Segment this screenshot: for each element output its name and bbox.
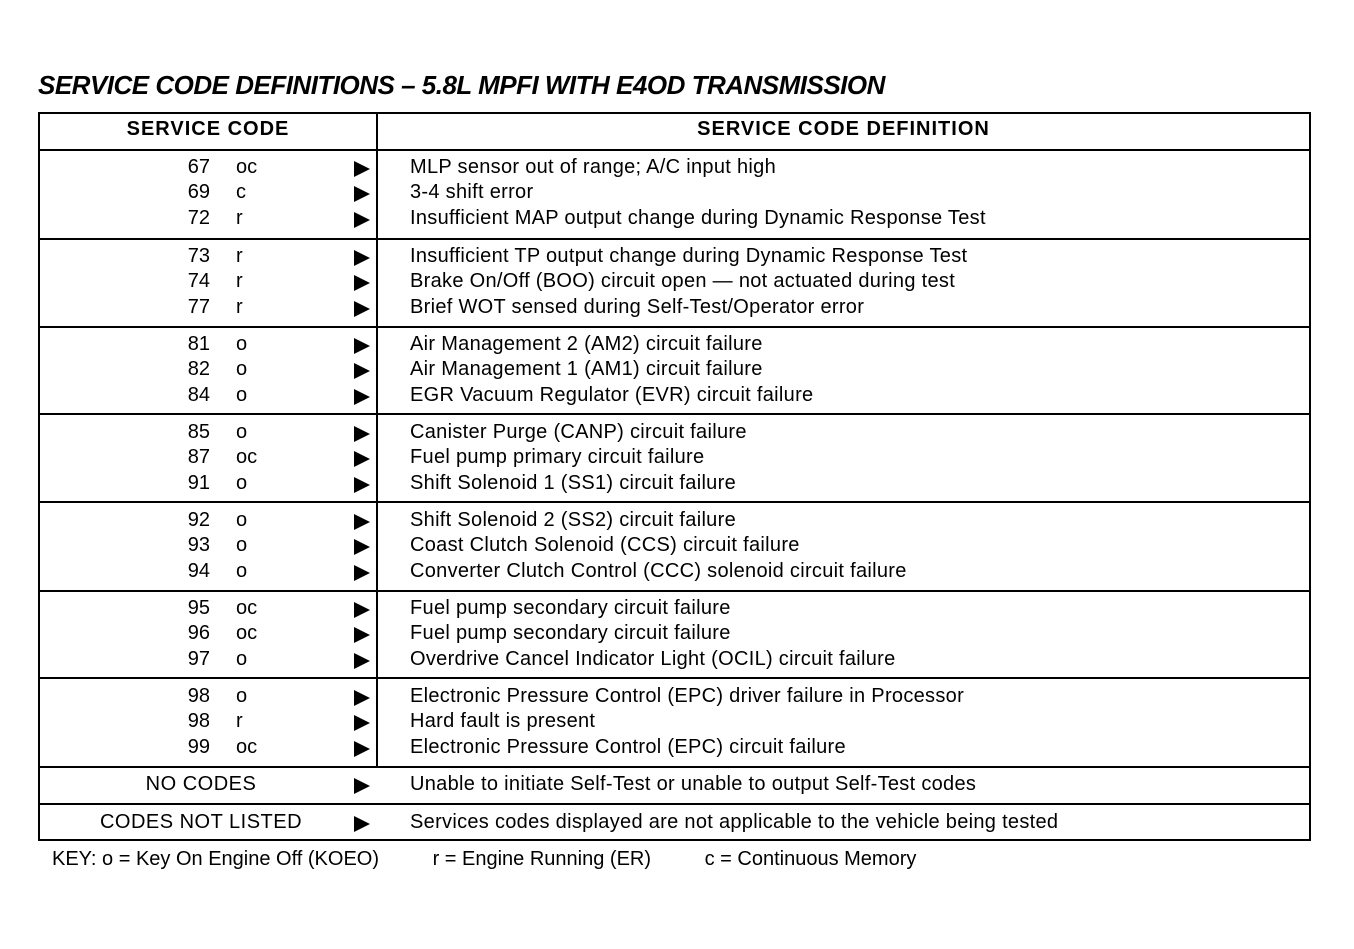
code-definition: Overdrive Cancel Indicator Light (OCIL) circuit failure: [410, 647, 896, 670]
table-row: [40, 471, 1309, 496]
code-number: 97: [187, 647, 210, 670]
code-type: o: [236, 421, 248, 443]
code-group: [40, 244, 1309, 320]
code-definition: EGR Vacuum Regulator (EVR) circuit failure: [410, 383, 814, 406]
arrow-right-icon: [354, 690, 370, 706]
group-separator: [38, 803, 1311, 805]
code-number: 92: [187, 509, 210, 531]
code-definition: Air Management 2 (AM2) circuit failure: [410, 333, 763, 355]
key-r: r = Engine Running (ER): [432, 848, 652, 870]
arrow-right-icon: [354, 565, 370, 581]
key-c: c = Continuous Memory: [704, 848, 917, 870]
table-row: [40, 357, 1309, 382]
code-number: 85: [187, 421, 210, 443]
code-type: o: [236, 685, 248, 707]
code-type: oc: [236, 446, 258, 469]
no-codes-row: [40, 772, 1309, 797]
table-row: [40, 206, 1309, 231]
code-type: o: [236, 471, 248, 494]
table-row: [40, 596, 1309, 621]
table-row: [40, 180, 1309, 205]
code-type: o: [236, 358, 248, 381]
arrow-right-icon: [354, 778, 370, 794]
code-definition: Unable to initiate Self-Test or unable to output Self-Test codes: [410, 773, 977, 795]
arrow-right-icon: [354, 602, 370, 618]
code-type: oc: [236, 156, 258, 178]
code-number: 74: [187, 270, 210, 293]
code-definition: Electronic Pressure Control (EPC) driver failure in Processor: [410, 685, 965, 707]
table-row: [40, 735, 1309, 760]
table-row: [40, 295, 1309, 320]
arrow-right-icon: [354, 715, 370, 731]
arrow-right-icon: [354, 186, 370, 202]
arrow-right-icon: [354, 275, 370, 291]
arrow-right-icon: [354, 539, 370, 555]
code-number: 91: [187, 471, 210, 494]
code-definition: Fuel pump primary circuit failure: [410, 446, 705, 469]
table-row: [40, 533, 1309, 558]
arrow-right-icon: [354, 426, 370, 442]
arrow-right-icon: [354, 338, 370, 354]
code-definition: Brief WOT sensed during Self-Test/Operator error: [410, 295, 865, 318]
table-row: [40, 332, 1309, 357]
code-number: 77: [187, 295, 210, 318]
code-number: 98: [187, 685, 210, 707]
table-row: [40, 647, 1309, 672]
code-group: [40, 155, 1309, 231]
arrow-right-icon: [354, 816, 370, 832]
arrow-right-icon: [354, 741, 370, 757]
code-number: 98: [187, 710, 210, 733]
code-definition: Fuel pump secondary circuit failure: [410, 622, 731, 645]
table-row: [40, 772, 1309, 797]
code-definition: Insufficient TP output change during Dynamic Response Test: [410, 245, 968, 267]
table-row: [40, 155, 1309, 180]
code-definition: Converter Clutch Control (CCC) solenoid circuit failure: [410, 559, 907, 582]
code-definition: Air Management 1 (AM1) circuit failure: [410, 358, 763, 381]
key-legend: [52, 848, 916, 871]
table-row: [40, 684, 1309, 709]
arrow-right-icon: [354, 451, 370, 467]
table-row: [40, 508, 1309, 533]
code-definition: Electronic Pressure Control (EPC) circuit failure: [410, 735, 846, 758]
code-definition: MLP sensor out of range; A/C input high: [410, 156, 776, 178]
code-type: r: [236, 295, 243, 318]
code-number: 73: [187, 245, 210, 267]
table-row: [40, 244, 1309, 269]
header-service-code: SERVICE CODE: [126, 118, 290, 140]
arrow-right-icon: [354, 627, 370, 643]
arrow-right-icon: [354, 212, 370, 228]
key-o: KEY: o = Key On Engine Off (KOEO): [52, 848, 380, 870]
group-separator: [38, 766, 1311, 768]
code-group: [40, 684, 1309, 760]
code-number: 95: [187, 597, 210, 619]
code-number: 96: [187, 622, 210, 645]
group-separator: [38, 238, 1311, 240]
code-definition: Shift Solenoid 2 (SS2) circuit failure: [410, 509, 736, 531]
arrow-right-icon: [354, 389, 370, 405]
code-definition: Coast Clutch Solenoid (CCS) circuit failure: [410, 534, 800, 557]
code-definition: Services codes displayed are not applicable to the vehicle being tested: [410, 811, 1059, 833]
code-definition: Fuel pump secondary circuit failure: [410, 597, 731, 619]
special-code-label: NO CODES: [145, 773, 257, 795]
page-title: SERVICE CODE DEFINITIONS – 5.8L MPFI WITH E4OD TRANSMISSION: [38, 70, 885, 100]
code-number: 72: [187, 206, 210, 229]
arrow-right-icon: [354, 477, 370, 493]
code-type: o: [236, 333, 248, 355]
code-number: 99: [187, 735, 210, 758]
code-type: oc: [236, 622, 258, 645]
code-number: 69: [187, 181, 210, 204]
header-service-code-definition: SERVICE CODE DEFINITION: [697, 118, 990, 140]
table-row: [40, 709, 1309, 734]
table-row: [40, 621, 1309, 646]
group-separator: [38, 501, 1311, 503]
code-type: o: [236, 647, 248, 670]
code-type: oc: [236, 735, 258, 758]
arrow-right-icon: [354, 161, 370, 177]
codes-not-listed-row: [40, 810, 1309, 835]
table-row: [40, 420, 1309, 445]
code-definition: Brake On/Off (BOO) circuit open — not actuated during test: [410, 270, 956, 293]
arrow-right-icon: [354, 653, 370, 669]
code-group: [40, 596, 1309, 672]
code-definition: Hard fault is present: [410, 710, 596, 733]
code-number: 93: [187, 534, 210, 557]
table-row: [40, 269, 1309, 294]
table-row: [40, 383, 1309, 408]
code-definition: Shift Solenoid 1 (SS1) circuit failure: [410, 471, 736, 494]
code-type: o: [236, 509, 248, 531]
code-group: [40, 332, 1309, 408]
code-definition: 3-4 shift error: [410, 181, 534, 204]
special-code-label: CODES NOT LISTED: [99, 811, 303, 833]
code-type: o: [236, 383, 248, 406]
group-separator: [38, 677, 1311, 679]
arrow-right-icon: [354, 301, 370, 317]
group-separator: [38, 590, 1311, 592]
arrow-right-icon: [354, 250, 370, 266]
code-number: 84: [187, 383, 210, 406]
code-type: o: [236, 534, 248, 557]
arrow-right-icon: [354, 514, 370, 530]
code-type: r: [236, 206, 243, 229]
code-group: [40, 420, 1309, 496]
code-type: r: [236, 710, 243, 733]
code-number: 82: [187, 358, 210, 381]
code-type: r: [236, 245, 243, 267]
code-type: o: [236, 559, 248, 582]
group-separator: [38, 413, 1311, 415]
code-type: c: [236, 181, 246, 204]
code-number: 67: [187, 156, 210, 178]
code-type: r: [236, 270, 243, 293]
code-definition: Canister Purge (CANP) circuit failure: [410, 421, 747, 443]
arrow-right-icon: [354, 363, 370, 379]
code-number: 94: [187, 559, 210, 582]
code-definition: Insufficient MAP output change during Dynamic Response Test: [410, 206, 986, 229]
code-number: 87: [187, 446, 210, 469]
code-type: oc: [236, 597, 258, 619]
code-number: 81: [187, 333, 210, 355]
code-group: [40, 508, 1309, 584]
group-separator: [38, 326, 1311, 328]
table-row: [40, 445, 1309, 470]
header-separator: [38, 149, 1311, 151]
table-row: [40, 559, 1309, 584]
table-row: [40, 810, 1309, 835]
